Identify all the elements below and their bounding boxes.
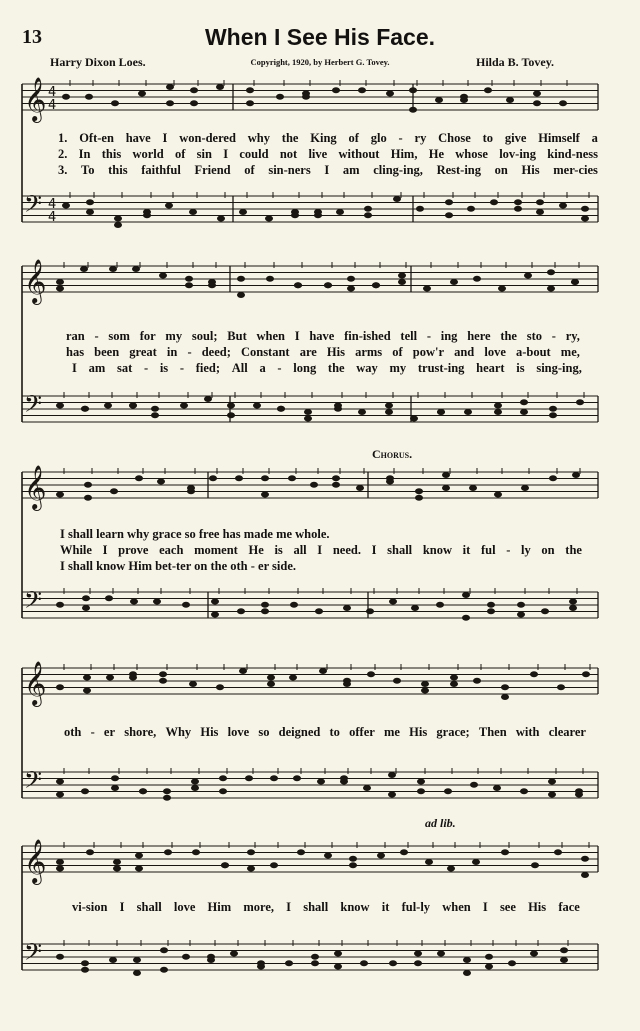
noteheads (56, 84, 590, 976)
svg-text:𝄢: 𝄢 (24, 766, 43, 799)
lyric-line-1-2: 2. In this world of sin I could not live without Him, He whose lov-ing kind-ness (58, 147, 598, 161)
svg-text:𝄞: 𝄞 (24, 661, 47, 705)
svg-text:4: 4 (48, 210, 57, 225)
author-credit: Hilda B. Tovey. (476, 55, 555, 69)
lyric-line-2-2: has been great in - deed; Constant are His arms of pow'r and love a-bout me, (66, 345, 580, 359)
svg-text:𝄢: 𝄢 (24, 938, 43, 971)
clefs (24, 77, 56, 971)
svg-text:4: 4 (48, 98, 57, 113)
composer-credit: Harry Dixon Loes. (50, 55, 146, 69)
staff-lines (22, 84, 598, 970)
lyric-line-2-3: I am sat - is - fied; All a - long the way my trust-ing heart is sing-ing, (72, 361, 582, 375)
copyright-notice: Copyright, 1920, by Herbert G. Tovey. (250, 57, 390, 67)
lyric-line-3-2: While I prove each moment He is all I need. I shall know it ful - ly on the (60, 543, 582, 557)
svg-text:4: 4 (48, 85, 57, 100)
hymn-title: When I See His Face. (204, 24, 436, 50)
svg-text:𝄢: 𝄢 (24, 190, 43, 223)
ad-lib-marking: ad lib. (425, 816, 456, 830)
chorus-label: Chorus. (372, 447, 413, 461)
lyric-line-5-1: vi-sion I shall love Him more, I shall know it ful-ly when I see His face (72, 900, 580, 914)
svg-text:𝄞: 𝄞 (24, 465, 47, 509)
svg-text:𝄢: 𝄢 (24, 586, 43, 619)
hymn-number: 13 (22, 26, 42, 48)
lyric-line-1-3: 3. To this faithful Friend of sin-ners I am cling-ing, Rest-ing on His mer-cies (58, 163, 598, 177)
lyric-line-1-1: 1. Oft-en have I won-dered why the King of glo - ry Chose to give Himself a (58, 131, 598, 145)
lyric-line-2-1: ran - som for my soul; But when I have fin-ished tell - ing here the sto - ry, (66, 329, 580, 343)
svg-text:𝄞: 𝄞 (24, 259, 47, 303)
svg-text:𝄞: 𝄞 (24, 77, 47, 121)
barlines (22, 80, 598, 970)
svg-text:4: 4 (48, 197, 57, 212)
lyric-line-3-3: I shall know Him bet-ter on the oth - er side. (60, 559, 296, 573)
lyric-line-4-1: oth - er shore, Why His love so deigned to offer me His grace; Then with clearer (64, 725, 586, 739)
svg-text:𝄞: 𝄞 (24, 839, 47, 883)
svg-text:𝄢: 𝄢 (24, 390, 43, 423)
lyric-line-3-1: I shall learn why grace so free has made me whole. (60, 527, 330, 541)
